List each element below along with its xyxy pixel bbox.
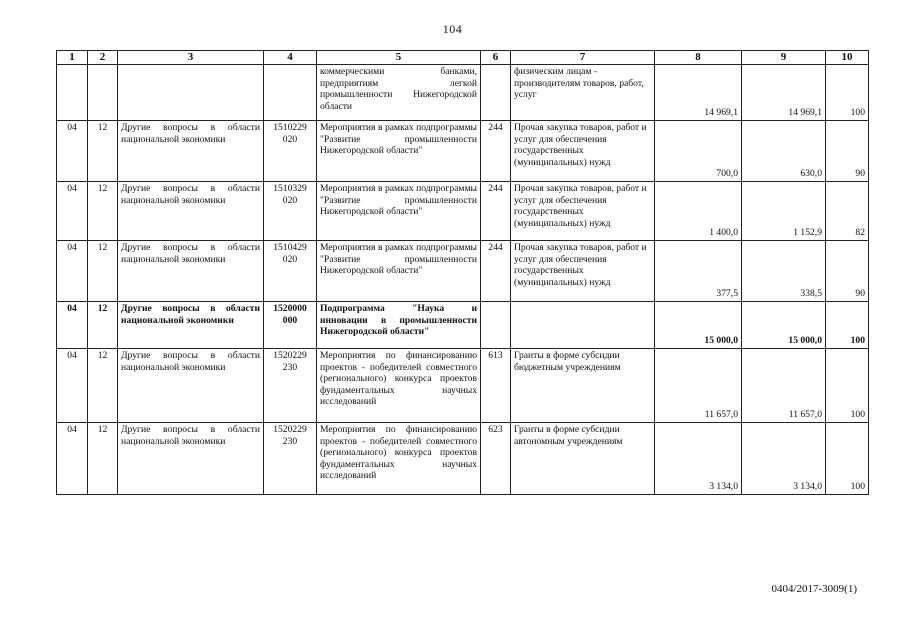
cell-expense-type: 244 <box>481 182 511 241</box>
cell-expense-type: 244 <box>481 241 511 302</box>
cell-expense-name: физическим лицам - производителям товаров, работ, услуг <box>511 65 655 121</box>
cell-percent: 82 <box>826 182 869 241</box>
table-row <box>57 65 869 121</box>
cell-target-code: 1510429 020 <box>264 241 317 302</box>
cell-planned-amount: 14 969,1 <box>655 65 742 121</box>
cell-subsection: 12 <box>88 182 118 241</box>
table-row <box>57 349 869 423</box>
cell-expense-name: Прочая закупка товаров, работ и услуг для обеспечения государственных (муниципальных) нужд <box>511 241 655 302</box>
cell-subsection <box>88 65 118 121</box>
cell-expense-name: Прочая закупка товаров, работ и услуг для обеспечения государственных (муниципальных) нужд <box>511 182 655 241</box>
cell-planned-amount: 11 657,0 <box>655 349 742 423</box>
cell-planned-amount: 700,0 <box>655 121 742 182</box>
table-row <box>57 182 869 241</box>
cell-section <box>57 65 88 121</box>
cell-actual-amount: 3 134,0 <box>742 423 826 495</box>
cell-percent: 100 <box>826 423 869 495</box>
cell-actual-amount: 11 657,0 <box>742 349 826 423</box>
cell-planned-amount: 3 134,0 <box>655 423 742 495</box>
header-col-3: 3 <box>118 51 264 65</box>
header-col-1: 1 <box>57 51 88 65</box>
header-col-6: 6 <box>481 51 511 65</box>
cell-percent: 100 <box>826 349 869 423</box>
cell-planned-amount: 15 000,0 <box>655 302 742 349</box>
cell-measure-name: Подпрограмма "Наука и инновации в промышленности Нижегородской области" <box>317 302 481 349</box>
cell-measure-name: Мероприятия в рамках подпрограммы "Развитие промышленности Нижегородской области" <box>317 241 481 302</box>
table-row <box>57 241 869 302</box>
header-col-5: 5 <box>317 51 481 65</box>
cell-expense-name <box>511 302 655 349</box>
cell-subsection: 12 <box>88 121 118 182</box>
cell-section: 04 <box>57 302 88 349</box>
cell-section: 04 <box>57 349 88 423</box>
header-row <box>57 51 869 65</box>
cell-target-code: 1510329 020 <box>264 182 317 241</box>
cell-percent: 100 <box>826 302 869 349</box>
cell-section-name <box>118 65 264 121</box>
cell-expense-type: 244 <box>481 121 511 182</box>
cell-section: 04 <box>57 182 88 241</box>
cell-target-code: 1510229 020 <box>264 121 317 182</box>
cell-section-name: Другие вопросы в области национальной экономики <box>118 423 264 495</box>
cell-measure-name: Мероприятия в рамках подпрограммы "Развитие промышленности Нижегородской области" <box>317 121 481 182</box>
table-row <box>57 302 869 349</box>
cell-section-name: Другие вопросы в области национальной экономики <box>118 241 264 302</box>
cell-section: 04 <box>57 121 88 182</box>
cell-measure-name: Мероприятия по финансированию проектов - победителей совместного (регионального) конкурса проектов фундаментальных научных исследований <box>317 423 481 495</box>
header-col-10: 10 <box>826 51 869 65</box>
cell-subsection: 12 <box>88 423 118 495</box>
budget-table <box>56 50 869 495</box>
cell-expense-type <box>481 302 511 349</box>
cell-actual-amount: 14 969,1 <box>742 65 826 121</box>
cell-expense-name: Прочая закупка товаров, работ и услуг для обеспечения государственных (муниципальных) нужд <box>511 121 655 182</box>
cell-percent: 100 <box>826 65 869 121</box>
cell-target-code: 1520000 000 <box>264 302 317 349</box>
cell-subsection: 12 <box>88 302 118 349</box>
table-row <box>57 423 869 495</box>
cell-actual-amount: 15 000,0 <box>742 302 826 349</box>
cell-measure-name: коммерческими банками, предприятиям легкой промышленности Нижегородской области <box>317 65 481 121</box>
cell-actual-amount: 630,0 <box>742 121 826 182</box>
cell-subsection: 12 <box>88 241 118 302</box>
cell-section-name: Другие вопросы в области национальной экономики <box>118 121 264 182</box>
cell-expense-name: Гранты в форме субсидии бюджетным учреждениям <box>511 349 655 423</box>
cell-actual-amount: 338,5 <box>742 241 826 302</box>
cell-expense-type <box>481 65 511 121</box>
cell-planned-amount: 377,5 <box>655 241 742 302</box>
cell-measure-name: Мероприятия по финансированию проектов - победителей совместного (регионального) конкурса проектов фундаментальных научных исследований <box>317 349 481 423</box>
table-body <box>57 65 869 495</box>
cell-measure-name: Мероприятия в рамках подпрограммы "Развитие промышленности Нижегородской области" <box>317 182 481 241</box>
page-number: 104 <box>442 22 463 36</box>
document-code: 0404/2017-3009(1) <box>771 583 857 595</box>
cell-planned-amount: 1 400,0 <box>655 182 742 241</box>
header-col-7: 7 <box>511 51 655 65</box>
cell-section-name: Другие вопросы в области национальной экономики <box>118 182 264 241</box>
cell-target-code <box>264 65 317 121</box>
cell-subsection: 12 <box>88 349 118 423</box>
cell-actual-amount: 1 152,9 <box>742 182 826 241</box>
cell-section-name: Другие вопросы в области национальной экономики <box>118 302 264 349</box>
cell-percent: 90 <box>826 121 869 182</box>
cell-expense-type: 623 <box>481 423 511 495</box>
cell-section: 04 <box>57 423 88 495</box>
cell-section-name: Другие вопросы в области национальной экономики <box>118 349 264 423</box>
header-col-9: 9 <box>742 51 826 65</box>
cell-expense-type: 613 <box>481 349 511 423</box>
cell-section: 04 <box>57 241 88 302</box>
cell-target-code: 1520229 230 <box>264 423 317 495</box>
header-col-2: 2 <box>88 51 118 65</box>
header-col-8: 8 <box>655 51 742 65</box>
header-col-4: 4 <box>264 51 317 65</box>
cell-percent: 90 <box>826 241 869 302</box>
cell-target-code: 1520229 230 <box>264 349 317 423</box>
table-row <box>57 121 869 182</box>
cell-expense-name: Гранты в форме субсидии автономным учреждениям <box>511 423 655 495</box>
